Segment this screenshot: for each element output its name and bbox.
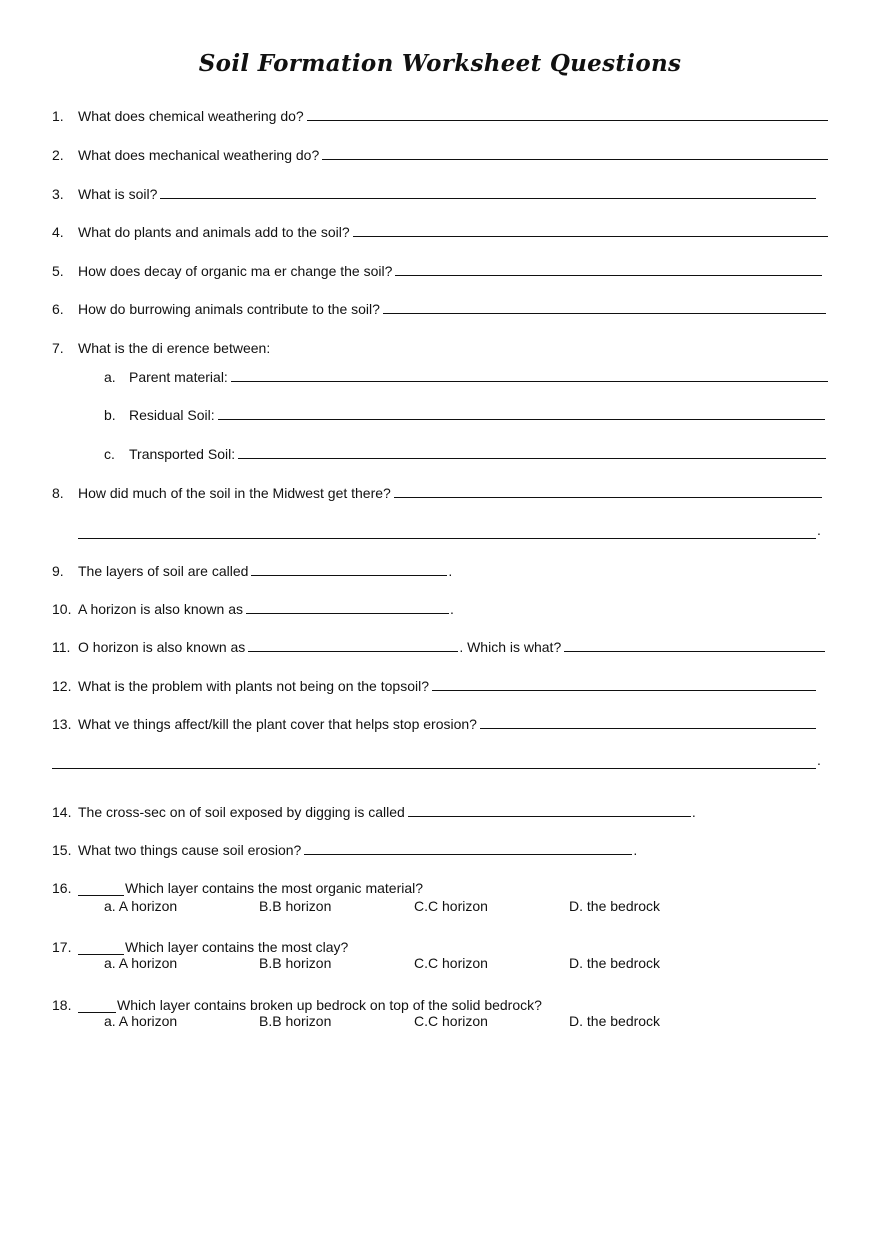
question-text: How does decay of organic ma er change the soil? xyxy=(78,263,393,279)
question-text: How do burrowing animals contribute to the soil? xyxy=(78,301,380,317)
choice-b[interactable]: B.B horizon xyxy=(259,1013,332,1029)
answer-line[interactable] xyxy=(383,313,826,314)
question-1 xyxy=(52,104,828,124)
question-text: What does mechanical weathering do? xyxy=(78,147,320,163)
question-text: The cross-sec on of soil exposed by digging is called xyxy=(78,804,405,820)
answer-blank[interactable] xyxy=(78,940,124,955)
answer-blank[interactable] xyxy=(304,854,632,855)
choice-d[interactable]: D. the bedrock xyxy=(569,898,661,914)
question-text: What do plants and animals add to the soil? xyxy=(78,224,350,240)
sub-letter: a. xyxy=(104,369,116,385)
question-10 xyxy=(52,597,828,617)
period: . xyxy=(449,601,454,617)
question-number: 3. xyxy=(52,186,64,202)
period: . xyxy=(817,522,821,538)
question-number: 18. xyxy=(52,997,72,1013)
question-number: 10. xyxy=(52,601,72,617)
question-number: 6. xyxy=(52,301,64,317)
question-number: 17. xyxy=(52,939,72,955)
choice-d[interactable]: D. the bedrock xyxy=(569,1013,661,1029)
question-text: The layers of soil are called xyxy=(78,563,249,579)
answer-line[interactable] xyxy=(432,690,816,691)
answer-line[interactable] xyxy=(322,159,828,160)
question-text: How did much of the soil in the Midwest get there? xyxy=(78,485,391,501)
answer-line[interactable] xyxy=(480,728,816,729)
question-2 xyxy=(52,143,828,163)
choice-a[interactable]: a. A horizon xyxy=(104,1013,178,1029)
question-18 xyxy=(52,993,828,1013)
question-3 xyxy=(52,182,816,202)
question-number: 13. xyxy=(52,716,72,732)
page-title: Soil Formation Worksheet Questions xyxy=(198,50,682,77)
question-text: What ve things affect/kill the plant cover that helps stop erosion? xyxy=(78,716,477,732)
question-text: Which layer contains the most organic material? xyxy=(125,880,424,896)
question-text: What is the di erence between: xyxy=(78,340,271,356)
question-number: 8. xyxy=(52,485,64,501)
question-7a xyxy=(104,365,828,385)
answer-line[interactable] xyxy=(238,458,826,459)
question-number: 15. xyxy=(52,842,72,858)
answer-blank[interactable] xyxy=(78,998,116,1013)
question-number: 14. xyxy=(52,804,72,820)
question-text: What is soil? xyxy=(78,186,158,202)
question-8 xyxy=(52,481,822,501)
question-7b xyxy=(104,403,825,423)
question-number: 9. xyxy=(52,563,64,579)
answer-blank[interactable] xyxy=(78,881,124,896)
question-number: 7. xyxy=(52,340,64,356)
sub-text: Parent material: xyxy=(129,369,228,385)
question-text: What does chemical weathering do? xyxy=(78,108,304,124)
question-number: 11. xyxy=(52,639,71,655)
question-text-continued: . Which is what? xyxy=(459,639,562,655)
choice-c[interactable]: C.C horizon xyxy=(414,1013,488,1029)
sub-letter: c. xyxy=(104,446,115,462)
question-number: 12. xyxy=(52,678,72,694)
question-17 xyxy=(52,935,828,955)
question-7 xyxy=(52,336,828,356)
question-number: 5. xyxy=(52,263,64,279)
answer-line[interactable] xyxy=(160,198,816,199)
question-number: 4. xyxy=(52,224,64,240)
question-text: O horizon is also known as xyxy=(78,639,246,655)
answer-line[interactable] xyxy=(564,651,825,652)
choice-a[interactable]: a. A horizon xyxy=(104,955,178,971)
choice-a[interactable]: a. A horizon xyxy=(104,898,178,914)
answer-blank[interactable] xyxy=(246,613,449,614)
question-number: 2. xyxy=(52,147,64,163)
question-5 xyxy=(52,259,822,279)
answer-line[interactable] xyxy=(307,120,828,121)
question-text: Which layer contains the most clay? xyxy=(125,939,349,955)
period: . xyxy=(691,804,696,820)
answer-line[interactable] xyxy=(395,275,822,276)
sub-text: Transported Soil: xyxy=(129,446,236,462)
answer-blank[interactable] xyxy=(251,575,447,576)
question-16 xyxy=(52,876,828,896)
choice-c[interactable]: C.C horizon xyxy=(414,955,488,971)
question-text: Which layer contains broken up bedrock on top of the solid bedrock? xyxy=(117,997,542,1013)
period: . xyxy=(448,563,453,579)
question-text: What two things cause soil erosion? xyxy=(78,842,302,858)
answer-line[interactable] xyxy=(218,419,825,420)
question-9 xyxy=(52,559,828,579)
question-12 xyxy=(52,674,816,694)
question-text: A horizon is also known as xyxy=(78,601,243,617)
answer-line-continued[interactable] xyxy=(52,768,816,769)
question-number: 16. xyxy=(52,880,72,896)
question-number: 1. xyxy=(52,108,64,124)
answer-blank[interactable] xyxy=(248,651,458,652)
question-6 xyxy=(52,297,826,317)
answer-line[interactable] xyxy=(231,381,828,382)
question-text: What is the problem with plants not being on the topsoil? xyxy=(78,678,429,694)
question-7c xyxy=(104,442,826,462)
choice-b[interactable]: B.B horizon xyxy=(259,955,332,971)
choice-d[interactable]: D. the bedrock xyxy=(569,955,661,971)
sub-letter: b. xyxy=(104,407,116,423)
sub-text: Residual Soil: xyxy=(129,407,215,423)
choice-c[interactable]: C.C horizon xyxy=(414,898,488,914)
question-11 xyxy=(52,635,825,655)
period: . xyxy=(633,842,638,858)
answer-line[interactable] xyxy=(353,236,828,237)
period: . xyxy=(817,752,821,768)
question-15 xyxy=(52,838,828,858)
question-13 xyxy=(52,712,816,732)
answer-line-continued[interactable] xyxy=(78,538,816,539)
question-14 xyxy=(52,800,828,820)
answer-line[interactable] xyxy=(394,497,822,498)
choice-b[interactable]: B.B horizon xyxy=(259,898,332,914)
question-4 xyxy=(52,220,828,240)
answer-blank[interactable] xyxy=(408,816,691,817)
